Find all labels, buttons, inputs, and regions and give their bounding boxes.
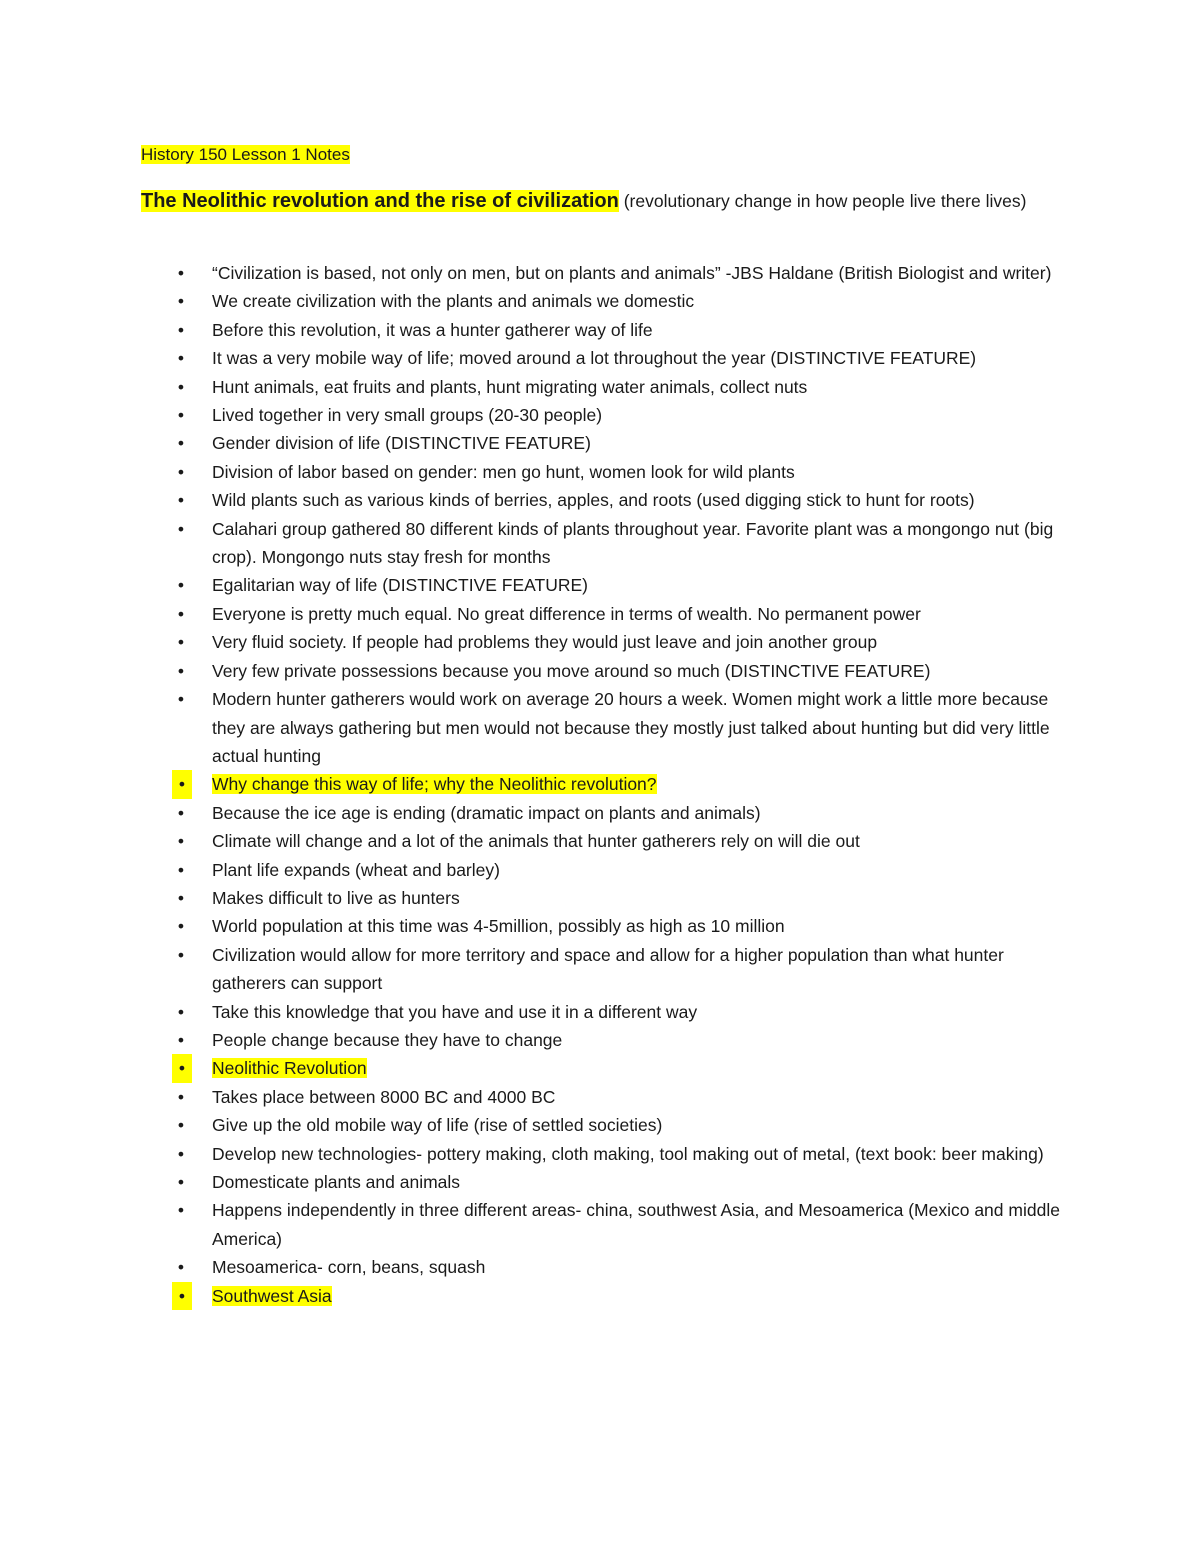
bullet-icon: • [177,831,185,852]
bullet-icon: • [177,575,185,596]
bullet-text: Hunt animals, eat fruits and plants, hunt migrating water animals, collect nuts [212,376,808,397]
bullet-item [141,1168,1071,1196]
bullet-text: Because the ice age is ending (dramatic impact on plants and animals) [212,802,761,823]
bullet-text: “Civilization is based, not only on men, but on plants and animals” -JBS Haldane (British Biologist and writer) [212,263,1052,283]
bullet-text: We create civilization with the plants and animals we domestic [212,291,695,312]
bullet-item [141,1140,1071,1168]
bullet-item [141,515,1071,572]
bullet-icon: • [177,632,185,653]
bullet-icon: • [177,376,185,397]
bullet-text: Why change this way of life; why the Neolithic revolution? [212,774,657,795]
bullet-icon: • [177,802,185,823]
bullet-icon: • [172,1282,192,1310]
bullet-text: Very fluid society. If people had problems they would just leave and join another group [212,632,878,653]
bullet-item [141,316,1071,344]
heading-subtext: (revolutionary change in how people live there lives) [618,191,1027,211]
bullet-item [141,770,1071,798]
bullet-item [141,486,1071,514]
bullet-text: Climate will change and a lot of the animals that hunter gatherers rely on will die out [212,831,860,852]
document-title [141,143,350,167]
title-highlight: History 150 Lesson 1 Notes [141,145,350,164]
bullet-text: Take this knowledge that you have and use it in a different way [212,1001,698,1022]
bullet-text: Gender division of life (DISTINCTIVE FEATURE) [212,433,591,454]
bullet-item [141,600,1071,628]
bullet-item [141,827,1071,855]
bullet-item [141,799,1071,827]
bullet-icon: • [177,603,185,624]
bullet-item [141,429,1071,457]
bullet-text: Makes difficult to live as hunters [212,887,460,908]
bullet-text: Division of labor based on gender: men go hunt, women look for wild plants [212,461,795,482]
bullet-icon: • [177,263,185,283]
bullet-icon: • [177,1115,185,1136]
bullet-icon: • [177,1143,185,1164]
bullet-item [141,458,1071,486]
bullet-text: Calahari group gathered 80 different kinds of plants throughout year. Favorite plant was a mongongo nut (big crop). Mongongo nuts stay fresh for months [212,518,1054,568]
bullet-text: Mesoamerica- corn, beans, squash [212,1257,486,1278]
bullet-item [141,1253,1071,1281]
bullet-icon: • [177,887,185,908]
bullet-item [141,628,1071,656]
bullet-text: Lived together in very small groups (20-30 people) [212,405,603,426]
bullet-icon: • [177,660,185,681]
bullet-item [141,1083,1071,1111]
bullet-item [141,287,1071,315]
bullet-text: Civilization would allow for more territory and space and allow for a higher population than what hunter gatherers can support [212,944,1004,994]
bullet-item [141,259,1071,287]
bullet-icon: • [177,319,185,340]
bullet-icon: • [172,770,192,798]
bullet-item [141,571,1071,599]
bullet-text: It was a very mobile way of life; moved around a lot throughout the year (DISTINCTIVE FEATURE) [212,348,977,369]
bullet-icon: • [177,1172,185,1192]
bullet-text: Very few private possessions because you move around so much (DISTINCTIVE FEATURE) [212,660,931,681]
bullet-text: Egalitarian way of life (DISTINCTIVE FEATURE) [212,575,589,596]
bullet-icon: • [177,433,185,454]
bullet-icon: • [177,689,185,710]
bullet-item [141,1196,1071,1253]
bullet-icon: • [177,1200,185,1221]
bullet-icon: • [177,518,185,539]
bullet-icon: • [177,490,185,511]
bullet-icon: • [177,405,185,426]
bullet-item [141,941,1071,998]
bullet-text: Plant life expands (wheat and barley) [212,859,500,880]
bullet-icon: • [177,944,185,965]
bullet-text: People change because they have to change [212,1029,563,1050]
bullet-text: Southwest Asia [212,1285,332,1306]
bullet-item [141,1026,1071,1054]
bullet-item [141,1054,1071,1082]
bullet-text: Wild plants such as various kinds of berries, apples, and roots (used digging stick to hunt for roots) [212,490,975,511]
bullet-item [141,344,1071,372]
bullet-text: Before this revolution, it was a hunter gatherer way of life [212,319,653,340]
bullet-text: World population at this time was 4-5million, possibly as high as 10 million [212,916,785,937]
bullet-text: Everyone is pretty much equal. No great difference in terms of wealth. No permanent power [212,603,921,624]
bullet-text: Domesticate plants and animals [212,1172,461,1192]
bullet-icon: • [177,1029,185,1050]
section-heading [141,186,1071,216]
bullet-item [141,998,1071,1026]
bullet-item [141,1111,1071,1139]
heading-main-text: The Neolithic revolution and the rise of civilization [141,190,619,212]
bullet-icon: • [177,348,185,369]
bullet-text: Give up the old mobile way of life (rise of settled societies) [212,1115,663,1136]
bullet-item [141,657,1071,685]
bullet-icon: • [177,291,185,312]
bullet-text: Develop new technologies- pottery making, cloth making, tool making out of metal, (text book: beer making) [212,1143,1044,1164]
bullet-item [141,856,1071,884]
bullet-text: Modern hunter gatherers would work on average 20 hours a week. Women might work a little more because they are always gathering but men would not because they mostly just talked about hunting but did very little actual hunting [212,689,1050,766]
bullet-text: Neolithic Revolution [212,1058,367,1079]
bullet-item [141,401,1071,429]
bullet-icon: • [177,1257,185,1278]
bullet-text: Happens independently in three different areas- china, southwest Asia, and Mesoamerica (Mexico and middle America) [212,1200,1060,1249]
bullet-text: Takes place between 8000 BC and 4000 BC [212,1086,556,1107]
bullet-icon: • [177,1086,185,1107]
bullet-icon: • [172,1054,192,1082]
bullet-item [141,884,1071,912]
bullet-icon: • [177,1001,185,1022]
bullet-item [141,685,1071,770]
notes-bullet-list [141,259,1071,1310]
bullet-icon: • [177,859,185,880]
bullet-item [141,912,1071,940]
bullet-item [141,1282,1071,1310]
bullet-icon: • [177,461,185,482]
bullet-item [141,373,1071,401]
bullet-icon: • [177,916,185,937]
